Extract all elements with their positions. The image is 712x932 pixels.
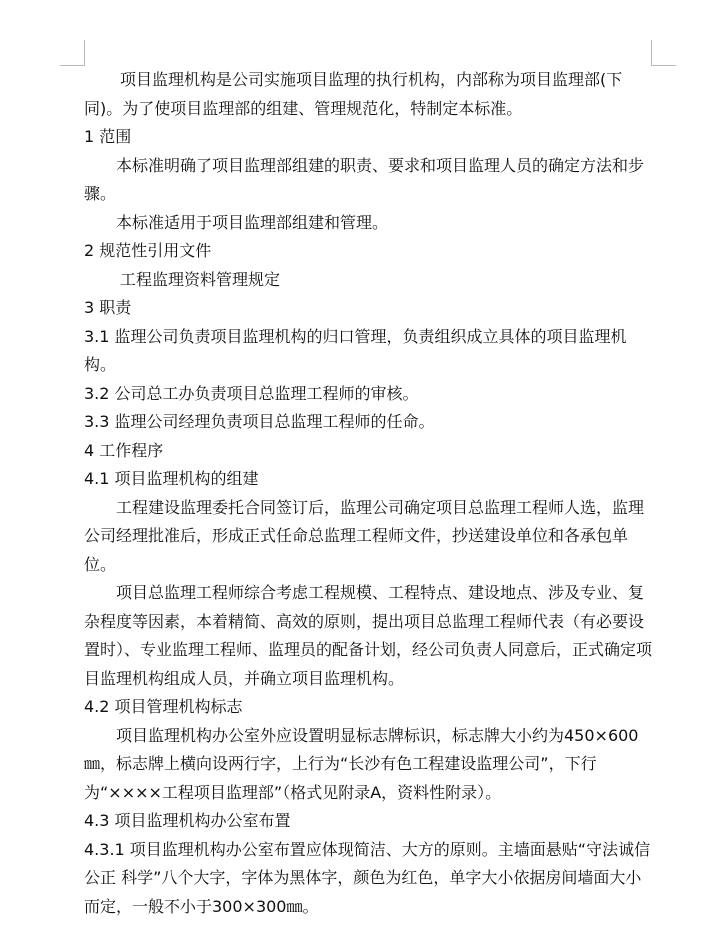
scope-paragraph-2: 本标准适用于项目监理部组建和管理。: [116, 212, 389, 232]
procedure-paragraph-2: 项目总监理工程师综合考虑工程规模、工程特点、建设地点、涉及专业、复杂程度等因素，本着精简、高效的原则，提出项目总监理工程师代表（有必要设置时）、专业监理工程师、监理员的配备计划，经公司负责人同意后，正式确定项目监理机构组成人员，并确立项目监理机构。: [84, 583, 653, 688]
duty-item-3-3: 3.3 监理公司经理负责项目总监理工程师的任命。: [84, 412, 435, 431]
procedure-paragraph-1: 工程建设监理委托合同签订后，监理公司确定项目总监理工程师人选，监理公司经理批准后，形成正式任命总监理工程师文件，抄送建设单位和各承包单位。: [84, 497, 645, 574]
subsection-heading-4-2: 4.2 项目管理机构标志: [84, 697, 243, 716]
margin-mark-left-horizontal: [60, 65, 85, 66]
document-body: [84, 66, 652, 921]
margin-mark-right-vertical: [651, 40, 652, 65]
scope-paragraph-1: 本标准明确了项目监理部组建的职责、要求和项目监理人员的确定方法和步骤。: [84, 155, 645, 203]
section-heading-references: 2 规范性引用文件: [84, 241, 212, 260]
margin-mark-right-horizontal: [651, 65, 676, 66]
reference-item: 工程监理资料管理规定: [120, 269, 281, 289]
section-heading-scope: 1 范围: [84, 127, 132, 146]
subsection-heading-4-3: 4.3 项目监理机构办公室布置: [84, 811, 291, 830]
subsection-heading-4-1: 4.1 项目监理机构的组建: [84, 469, 259, 488]
sign-paragraph: 项目监理机构办公室外应设置明显标志牌标识，标志牌大小约为450×600㎜，标志牌上横向设两行字，上行为“长沙有色工程建设监理公司”，下行为“××××工程项目监理部”（格式见附录A，资料性附录）。: [84, 725, 639, 802]
intro-paragraph: 项目监理机构是公司实施项目监理的执行机构，内部称为项目监理部(下同)。为了使项目监理部的组建、管理规范化，特制定本标准。: [84, 70, 623, 118]
section-heading-duties: 3 职责: [84, 298, 132, 317]
duty-item-3-1: 3.1 监理公司负责项目监理机构的归口管理，负责组织成立具体的项目监理机构。: [84, 326, 627, 374]
office-layout-paragraph: 4.3.1 项目监理机构办公室布置应体现简洁、大方的原则。主墙面悬贴“守法诚信 公正 科学”八个大字，字体为黑体字，颜色为红色，单字大小依据房间墙面大小而定，一般不小于300×300㎜。: [84, 839, 651, 916]
duty-item-3-2: 3.2 公司总工办负责项目总监理工程师的审核。: [84, 383, 419, 403]
margin-mark-left-vertical: [84, 40, 85, 65]
section-heading-procedure: 4 工作程序: [84, 440, 164, 460]
